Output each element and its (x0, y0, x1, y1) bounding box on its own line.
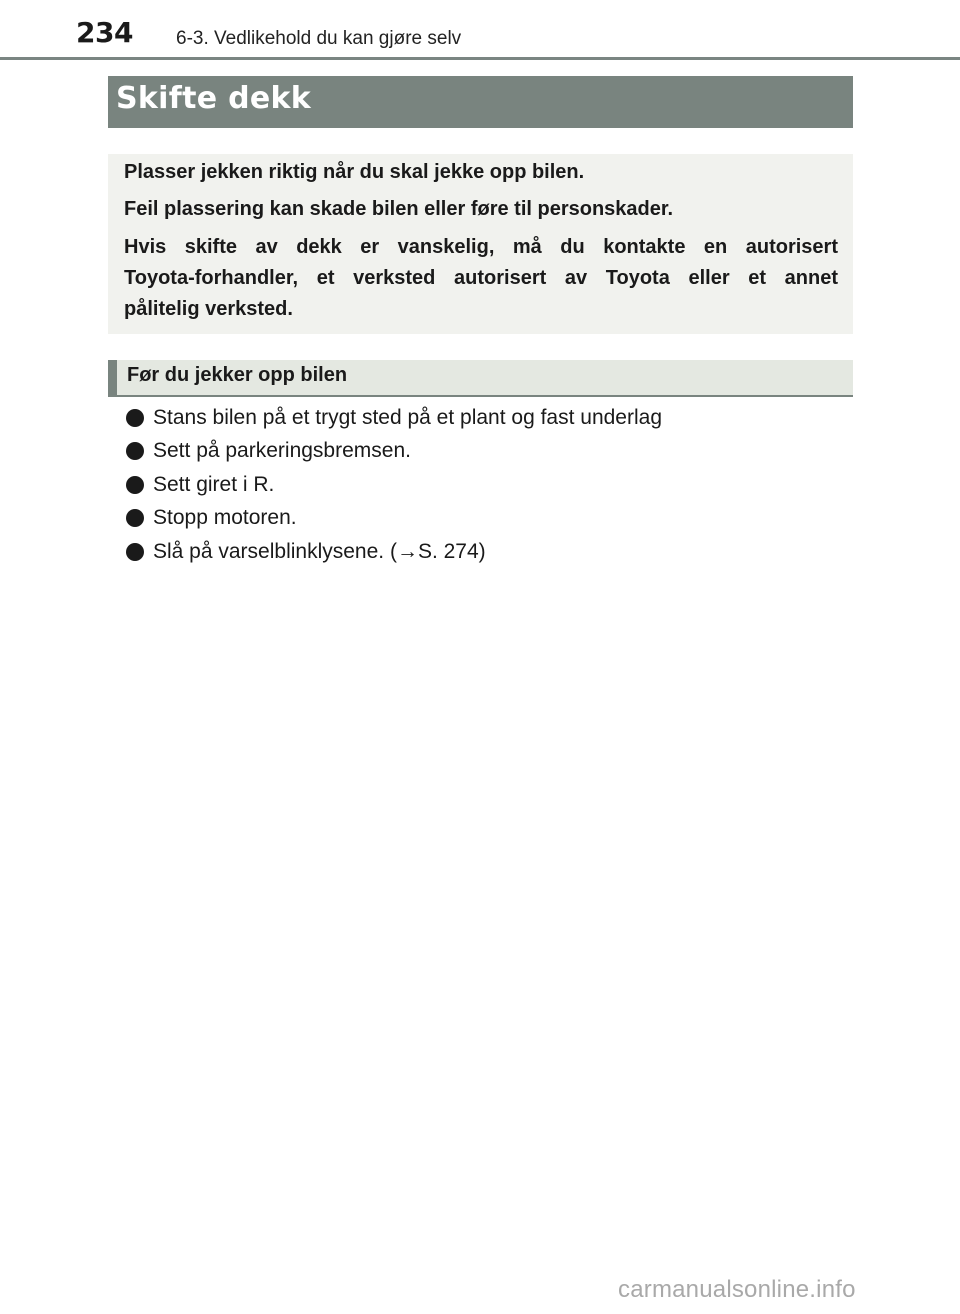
section-reference: 6-3. Vedlikehold du kan gjøre selv (176, 28, 462, 49)
list-item (126, 504, 297, 532)
list-item-text: Sett giret i R. (153, 473, 275, 496)
bullet-icon (126, 476, 144, 494)
bullet-icon (126, 509, 144, 527)
caution-line-3b: Toyota-forhandler, et verksted autorisert av Toyota eller et annet (124, 267, 838, 289)
page-title: Skifte dekk (116, 81, 312, 116)
subheading-accent (108, 360, 117, 397)
caution-line-3c: pålitelig verksted. (124, 298, 293, 320)
list-item-text: Stopp motoren. (153, 506, 297, 529)
bullet-icon (126, 543, 144, 561)
watermark: carmanualsonline.info (618, 1276, 856, 1303)
caution-line-2: Feil plassering kan skade bilen eller føre til personskader. (124, 198, 674, 220)
list-item (126, 538, 486, 566)
caution-line-3a: Hvis skifte av dekk er vanskelig, må du kontakte en autorisert (124, 236, 838, 258)
list-item (126, 404, 662, 432)
subheading: Før du jekker opp bilen (127, 364, 348, 386)
list-item-text: Sett på parkeringsbremsen. (153, 439, 411, 462)
page-number: 234 (76, 16, 133, 49)
caution-line-1: Plasser jekken riktig når du skal jekke opp bilen. (124, 161, 585, 183)
bullet-icon (126, 442, 144, 460)
list-item-text: Slå på varselblinklysene. (→S. 274) (153, 540, 486, 563)
header-divider (0, 57, 960, 60)
list-item (126, 437, 411, 465)
list-item-text: Stans bilen på et trygt sted på et plant og fast underlag (153, 406, 663, 429)
list-item (126, 471, 274, 499)
bullet-icon (126, 409, 144, 427)
